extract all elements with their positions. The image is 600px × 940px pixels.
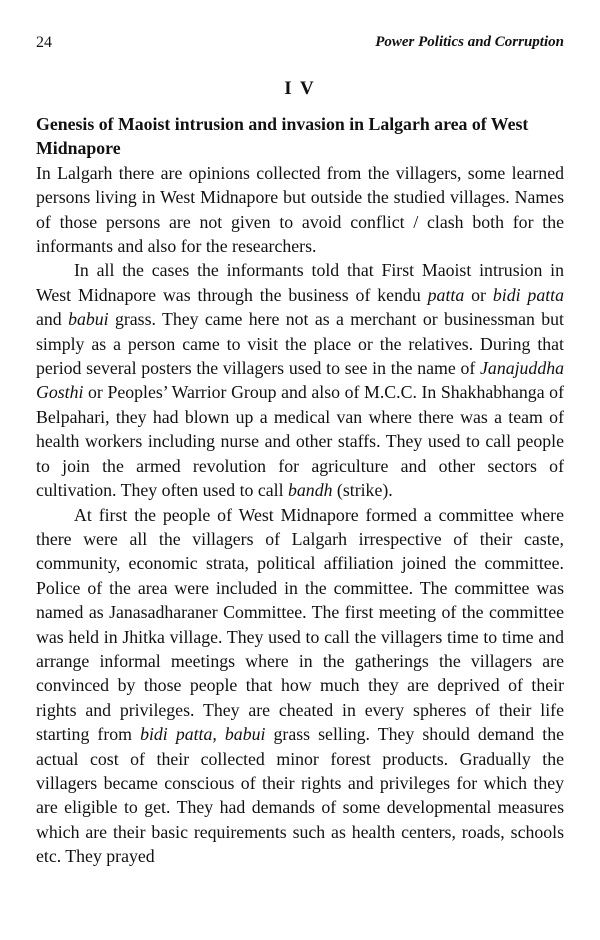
- italic-term: bidi patta, babui: [140, 724, 266, 745]
- italic-term: Janajuddha Gosthi: [36, 358, 564, 403]
- paragraph-3-text: grass selling. They should demand the actual cost of their collected minor forest products. Gradually the villagers became conscious of their rights and privileges for which they are eligible to get. They had demands of some developmental measures which are their basic requirements such as health centers, roads, schools etc. They prayed: [36, 724, 564, 867]
- page-header: [36, 34, 564, 58]
- running-title: Power Politics and Corruption: [375, 34, 564, 50]
- section-numeral: I V: [284, 78, 316, 99]
- italic-term: patta: [427, 284, 465, 305]
- paragraph-2: [36, 258, 564, 502]
- italic-term: bidi patta: [492, 284, 564, 305]
- paragraph-3: [36, 503, 564, 869]
- page-number: 24: [36, 34, 52, 51]
- paragraph-3-text: At first the people of West Midnapore formed a committee where there were all the villagers of Lalgarh irrespective of their caste, community, economic strata, political affiliation joined the committee. Police of the area were included in the committee. The committee was named as Janasadharaner Committee. The first meeting of the committee was held in Jhitka village. They used to call the villagers time to time and arrange informal meetings where in the gatherings the villagers are convinced by those people that how much they are deprived of their rights and privileges. They are cheated in every spheres of their life starting from: [36, 504, 564, 745]
- italic-term: babui: [68, 309, 109, 330]
- paragraph-2-text: or: [464, 284, 493, 305]
- paragraph-2-text: grass. They came here not as a merchant or businessman but simply as a person came to visit the place or the relatives. During that period several posters the villagers used to see in the name of: [36, 309, 564, 379]
- paragraph-2-text: (strike).: [332, 480, 393, 501]
- italic-term: bandh: [288, 480, 333, 501]
- paragraph-2-text: In all the cases the informants told that First Maoist intrusion in West Midnapore was through the business of kendu: [36, 260, 564, 305]
- section-heading: Genesis of Maoist intrusion and invasion in Lalgarh area of West Midnapore: [36, 114, 529, 159]
- body-text: [36, 112, 564, 869]
- paragraph-2-text: or Peoples’ Warrior Group and also of M.C.C. In Shakhabhanga of Belpahari, they had blown up a medical van where there was a team of health workers including nurse and other staffs. They used to call people to join the armed revolution for agriculture and other sectors of cultivation. They often used to call: [36, 382, 564, 501]
- paragraph-2-text: and: [36, 309, 69, 330]
- paragraph-1: In Lalgarh there are opinions collected from the villagers, some learned persons living in West Midnapore but outside the studied villages. Names of those persons are not given to avoid conflict / clash both for the informants and also for the researchers.: [36, 162, 564, 257]
